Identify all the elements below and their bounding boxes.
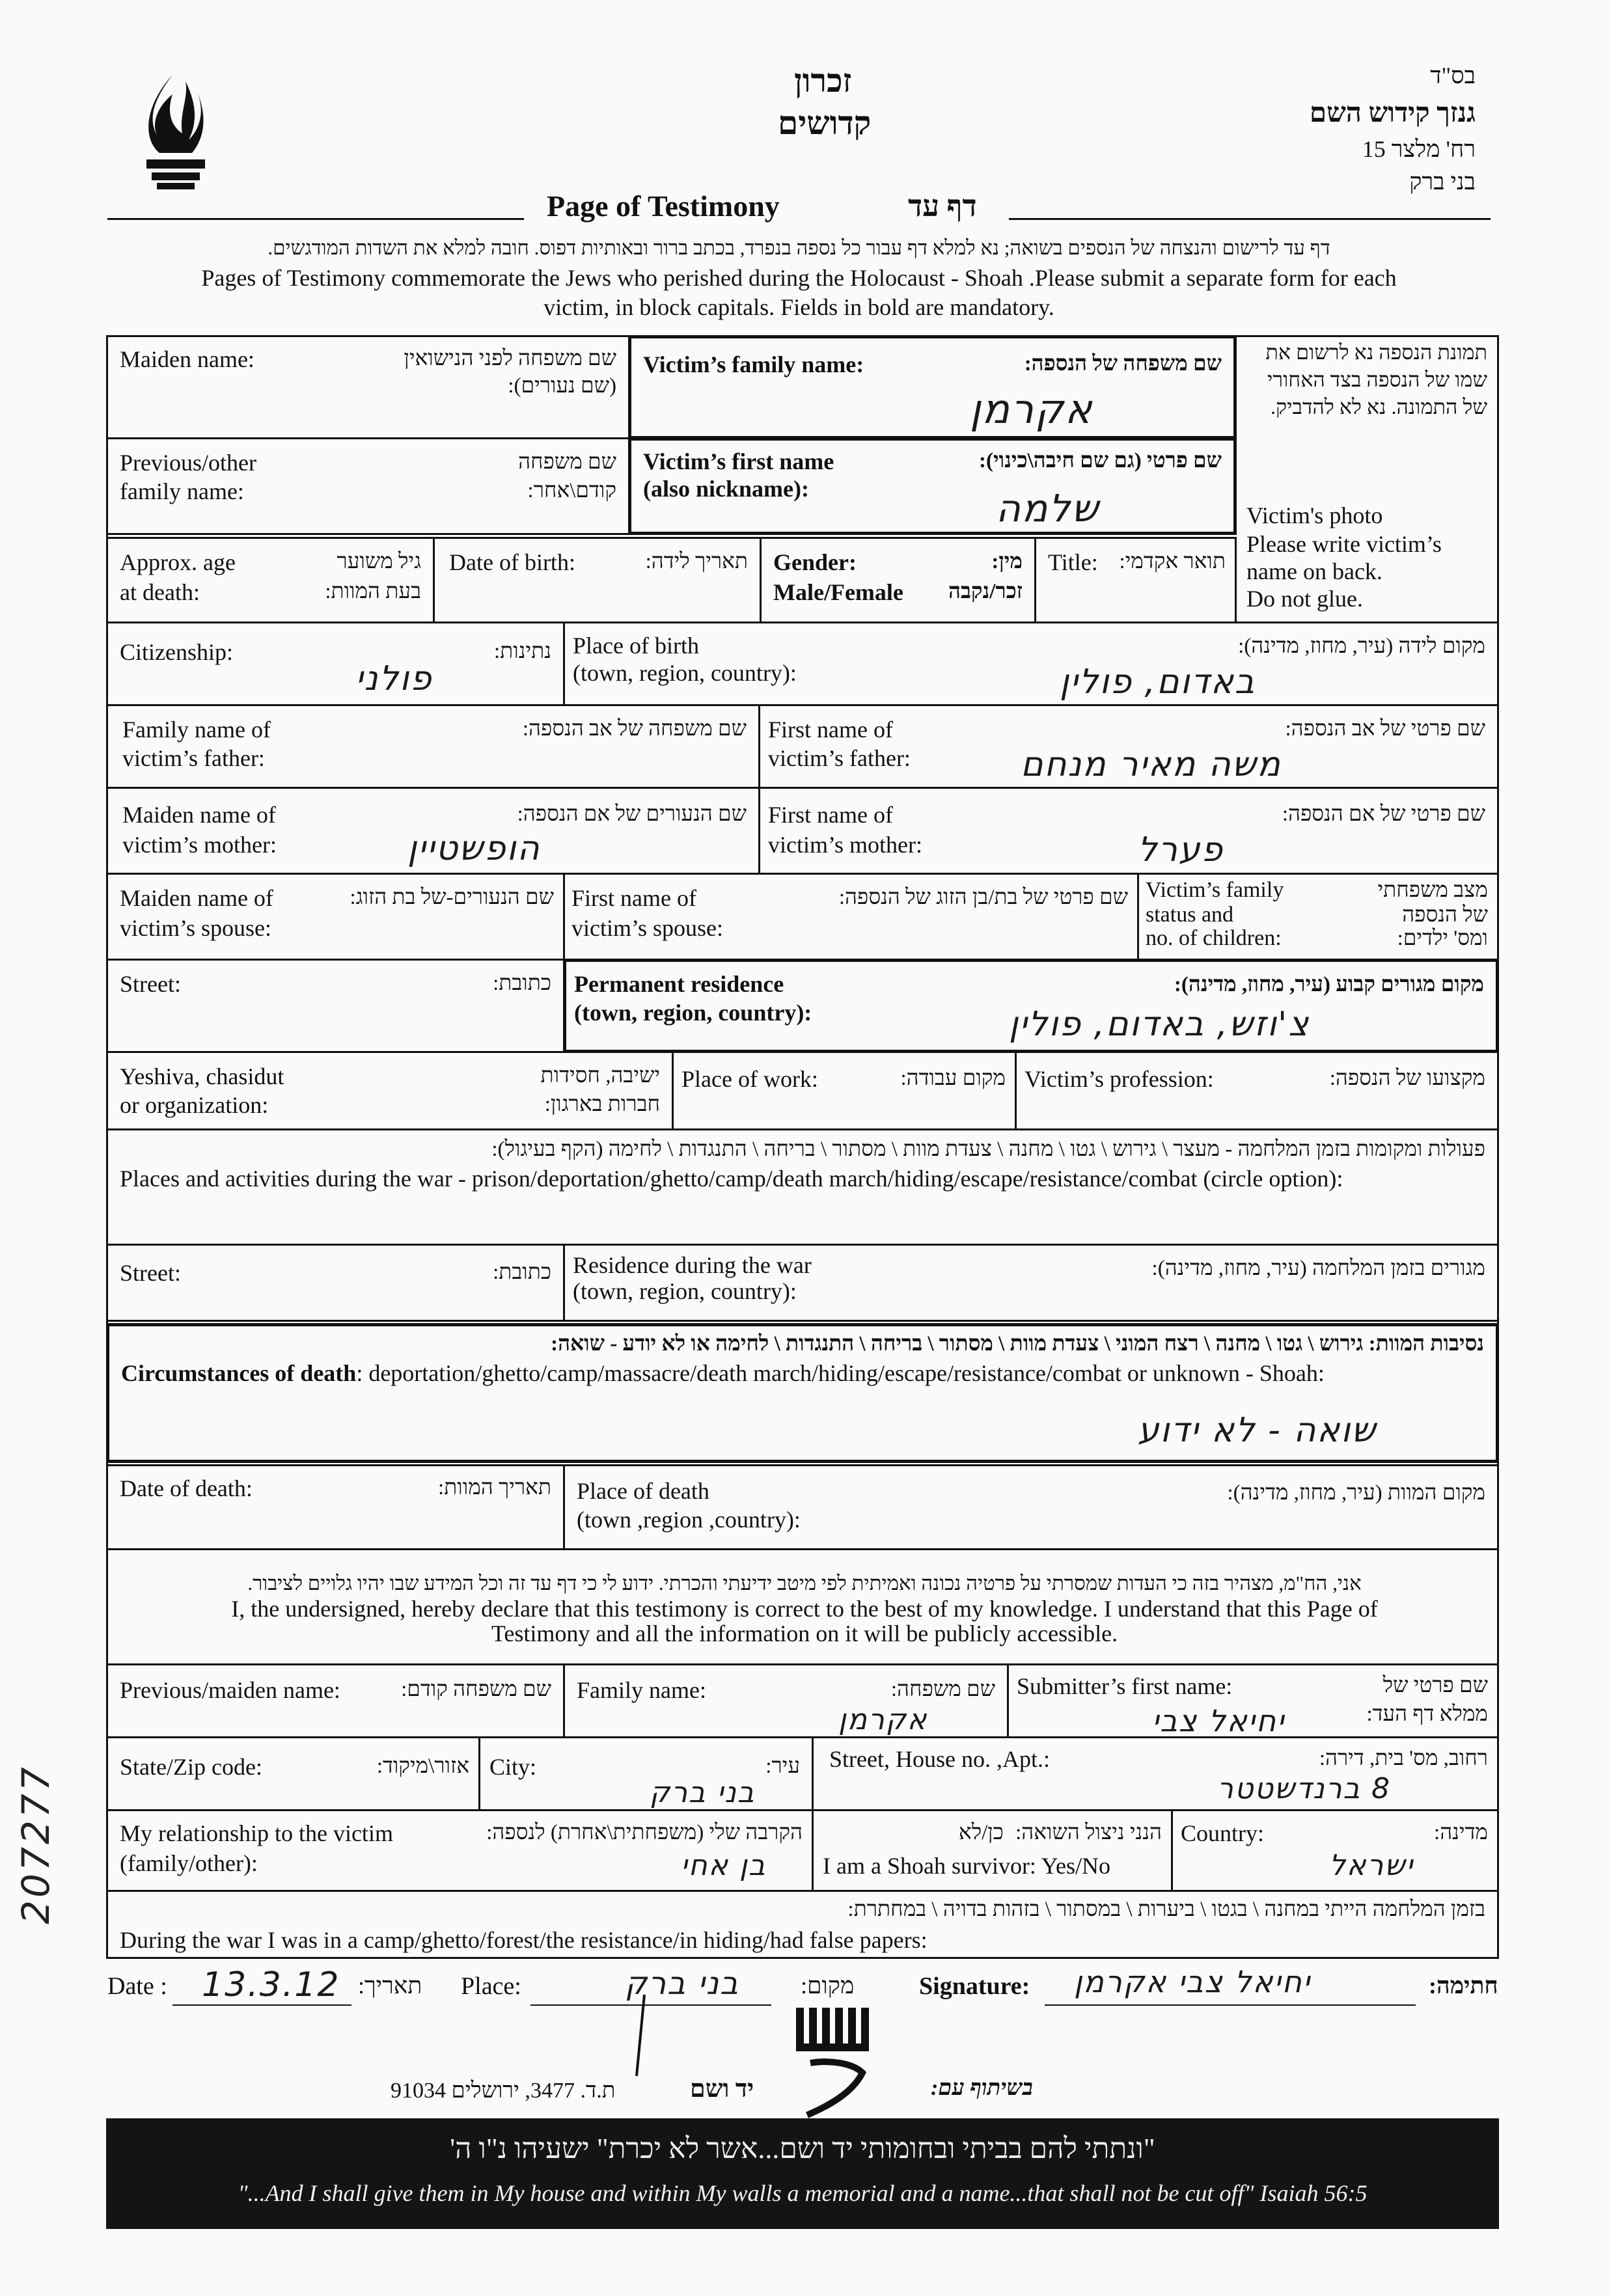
submitter-city-label: City: xyxy=(489,1754,537,1780)
submitter-first-label: Submitter’s first name: xyxy=(1017,1673,1233,1699)
yeshiva-label-1: Yeshiva, chasidut xyxy=(120,1063,284,1089)
survivor-cell[interactable] xyxy=(812,1809,1173,1892)
dob-he: תאריך לידה: xyxy=(645,550,748,573)
submitter-zip-cell[interactable] xyxy=(106,1736,480,1811)
death-place-he: מקום המוות (עיר, מחוז, מדינה): xyxy=(1227,1481,1485,1505)
submitter-prev-cell[interactable] xyxy=(106,1663,565,1738)
declaration-cell xyxy=(106,1548,1499,1665)
org-street: רח' מלצר 15 xyxy=(1362,136,1476,162)
mother-maiden-value: הופשטיין xyxy=(407,829,541,868)
first-name-cell[interactable] xyxy=(628,437,1237,535)
profession-label: Victim’s profession: xyxy=(1025,1066,1214,1092)
yeshiva-he-2: חברות בארגון: xyxy=(544,1093,660,1116)
gender-label-2: Male/Female xyxy=(773,579,903,605)
maiden-name-label: Maiden name: xyxy=(120,346,254,372)
war-street-cell[interactable] xyxy=(106,1244,565,1322)
survivor-he-text: הנני ניצול השואה: xyxy=(1015,1821,1162,1844)
submitter-war-he: בזמן המלחמה הייתי במחנה \ בגטו \ ביערות \ במסתור \ בזהות בדויה \ במחתרת: xyxy=(847,1898,1485,1921)
dob-label: Date of birth: xyxy=(449,549,575,575)
address-he: ת.ד. 3477, ירושלים 91034 xyxy=(391,2079,616,2103)
activities-en: Places and activities during the war - prison/deportation/ghetto/camp/death march/hiding/escape/resistance/combat (circle option): xyxy=(120,1166,1343,1192)
declaration-en-2: Testimony and all the information on it will be publicly accessible. xyxy=(491,1620,1118,1647)
war-residence-he: מגורים בזמן המלחמה (עיר, מחוז, מדינה): xyxy=(1151,1257,1485,1280)
citizenship-he: נתינות: xyxy=(494,640,551,663)
father-family-he: שם משפחה של אב הנספה: xyxy=(522,717,747,741)
family-status-he-2: של הנספה xyxy=(1402,903,1488,927)
dod-he: תאריך המוות: xyxy=(438,1476,551,1499)
residence-label-1: Permanent residence xyxy=(574,971,784,997)
dod-label: Date of death: xyxy=(120,1475,253,1501)
submitter-street-label: Street, House no. ,Apt.: xyxy=(829,1746,1050,1772)
spouse-maiden-he: שם הנעורים-של בת הזוג: xyxy=(350,886,554,909)
first-name-label-he: שם פרטי (גם שם חיבה\כינוי): xyxy=(979,449,1222,472)
submitter-zip-label: State/Zip code: xyxy=(120,1754,262,1780)
submitter-first-value: יחיאל צבי xyxy=(1152,1703,1286,1738)
prev-family-label-1: Previous/other xyxy=(120,450,256,476)
intro-en-2: victim, in block capitals. Fields in bold are mandatory. xyxy=(543,294,1054,320)
family-name-cell[interactable] xyxy=(628,335,1237,439)
mother-maiden-label-2: victim’s mother: xyxy=(122,832,277,858)
place-label: Place: xyxy=(461,1973,521,2000)
title-he: תואר אקדמי: xyxy=(1119,550,1226,573)
family-status-label-1: Victim’s family xyxy=(1146,878,1284,902)
spouse-first-he: שם פרטי של בת/בן הזוג של הנספה: xyxy=(838,886,1128,909)
submitter-family-cell[interactable] xyxy=(563,1663,1009,1738)
submitter-street-he: רחוב, מס' בית, דירה: xyxy=(1319,1747,1488,1770)
intro-en-1 xyxy=(107,264,1491,292)
family-status-he-3: ומס' ילדים: xyxy=(1397,927,1488,950)
yad-vashem-logo-icon xyxy=(791,2008,875,2125)
father-first-label-2: victim’s father: xyxy=(768,745,911,771)
residence-value: צ'וזש, באדום, פולין xyxy=(1009,1005,1310,1044)
intro-en-1-text: Pages of Testimony commemorate the Jews who perished during the Holocaust - Shoah .Please submit a separate form for each xyxy=(201,265,1397,291)
submitter-first-he-1: שם פרטי של xyxy=(1382,1674,1488,1697)
quote-en: "...And I shall give them in My house and within My walls a memorial and a name...that shall not be cut off" Isaiah 56:5 xyxy=(238,2180,1368,2206)
prev-family-label-2: family name: xyxy=(120,478,244,504)
org-city: בני ברק xyxy=(1409,169,1476,195)
age-he-2: בעת המוות: xyxy=(325,580,421,603)
country-value: ישראל xyxy=(1329,1849,1414,1882)
survivor-he-opt[interactable]: כן/לא xyxy=(958,1821,1004,1844)
signature-rule xyxy=(1045,2004,1416,2006)
submitter-war-cell[interactable] xyxy=(106,1890,1499,1959)
dob-cell[interactable] xyxy=(433,537,762,623)
photo-note-en-4: Do not glue. xyxy=(1246,586,1363,612)
submitter-first-cell[interactable] xyxy=(1007,1663,1499,1738)
mother-maiden-he: שם הנעורים של אם הנספה: xyxy=(517,802,747,826)
first-name-label-1: Victim’s first name xyxy=(643,448,834,474)
street-he: כתובת: xyxy=(493,972,551,995)
photo-note-en-2: Please write victim’s xyxy=(1246,531,1442,557)
spouse-maiden-label-2: victim’s spouse: xyxy=(120,915,271,941)
family-name-label-he: שם משפחה של הנספה: xyxy=(1024,352,1222,376)
circumstances-cell[interactable] xyxy=(106,1323,1499,1463)
mother-first-label-1: First name of xyxy=(768,802,893,828)
birthplace-cell[interactable] xyxy=(563,622,1499,706)
date-rule xyxy=(172,2004,351,2006)
date-value[interactable]: 13.3.12 xyxy=(202,1965,340,2004)
street-cell[interactable] xyxy=(106,959,565,1053)
birthplace-label-1: Place of birth xyxy=(573,633,699,659)
bsd-mark: בס"ד xyxy=(1430,62,1476,89)
quote-he: "ונתתי להם בביתי ובחומותי יד ושם...אשר לא יכרת" ישעיהו נ"ו ה' xyxy=(450,2133,1155,2165)
residence-he: מקום מגורים קבוע (עיר, מחוז, מדינה): xyxy=(1174,973,1484,996)
submitter-city-cell[interactable] xyxy=(478,1736,814,1811)
photo-note-he: תמונת הנספה נא לרשום את שמו של הנספה בצד האחורי של התמונה. נא לא להדביק. xyxy=(1265,340,1487,418)
mother-maiden-cell[interactable] xyxy=(106,787,760,875)
survivor-en xyxy=(823,1852,1110,1880)
age-label-1: Approx. age xyxy=(120,549,236,575)
family-name-value: אקרמן xyxy=(970,385,1093,433)
citizenship-value: פולני xyxy=(355,659,433,698)
spouse-first-label-2: victim’s spouse: xyxy=(571,915,723,941)
country-he: מדינה: xyxy=(1434,1821,1488,1844)
father-first-value: משה מאיר מנחם xyxy=(1021,745,1282,784)
gender-he-1: מין: xyxy=(991,550,1023,573)
submitter-family-he: שם משפחה: xyxy=(890,1678,995,1701)
circumstances-en-bold: Circumstances of death xyxy=(121,1360,357,1386)
residence-label-2: (town, region, country): xyxy=(574,1000,812,1026)
submitter-zip-he: אזור\מיקוד: xyxy=(376,1755,469,1778)
war-residence-label-1: Residence during the war xyxy=(573,1252,812,1278)
country-cell[interactable] xyxy=(1171,1809,1499,1892)
birthplace-he: מקום לידה (עיר, מחוז, מדינה): xyxy=(1238,635,1485,658)
war-residence-label-2: (town, region, country): xyxy=(573,1278,797,1304)
yeshiva-he-1: ישיבה, חסידות xyxy=(540,1064,660,1087)
mother-first-label-2: victim’s mother: xyxy=(768,832,922,858)
submitter-city-he: עיר: xyxy=(765,1755,800,1778)
mother-first-cell[interactable] xyxy=(758,787,1499,875)
war-residence-cell[interactable] xyxy=(563,1244,1499,1322)
survivor-en-text: I am a Shoah survivor: xyxy=(823,1853,1036,1879)
family-name-label: Victim’s family name: xyxy=(643,351,864,377)
submitter-war-en: During the war I was in a camp/ghetto/forest/the resistance/in hiding/had false papers: xyxy=(120,1927,928,1953)
place-he: מקום: xyxy=(801,1973,855,1999)
citizenship-cell[interactable] xyxy=(106,622,565,706)
submitter-family-value: אקרמן xyxy=(838,1703,928,1736)
spouse-first-cell[interactable] xyxy=(563,873,1139,961)
intro-he: דף עד לרישום והנצחה של הנספים בשואה; נא למלא דף עבור כל נספה בנפרד, בכתב ברור ובאותיות דפוס. חובה למלא את השדות המודגשים. xyxy=(268,236,1330,259)
partner-he: בשיתוף עם: xyxy=(931,2076,1033,2100)
title-he-1: זכרון xyxy=(794,62,852,99)
father-first-he: שם פרטי של אב הנספה: xyxy=(1285,717,1485,741)
survivor-en-opt[interactable]: Yes/No xyxy=(1041,1853,1110,1879)
submitter-first-he-2: ממלא דף העד: xyxy=(1366,1702,1488,1726)
activities-cell[interactable] xyxy=(106,1128,1499,1246)
circumstances-he: נסיבות המוות: גירוש \ גטו \ מחנה \ רצח המוני \ צעדת מוות \ מסתור \ בריחה \ התנגדות \ לחימה או לא יודע - שואה: xyxy=(551,1332,1484,1356)
country-label: Country: xyxy=(1181,1820,1265,1846)
war-street-he: כתובת: xyxy=(493,1261,551,1284)
gender-he-2: זכר/נקבה xyxy=(948,580,1023,603)
birthplace-value: באדום, פולין xyxy=(1060,663,1256,702)
title-cell[interactable] xyxy=(1034,537,1237,623)
relation-label-1: My relationship to the victim xyxy=(120,1820,393,1846)
yad-vashem-he: יד ושם xyxy=(690,2075,754,2103)
survivor-he xyxy=(959,1819,1162,1846)
maiden-name-cell[interactable] xyxy=(106,335,630,439)
quote-banner xyxy=(106,2118,1499,2229)
submitter-street-cell[interactable] xyxy=(812,1736,1499,1811)
relation-he: הקרבה שלי (משפחתית\אחרת) לנספה: xyxy=(486,1821,803,1844)
age-cell[interactable] xyxy=(106,537,435,623)
photo-note-en-3: name on back. xyxy=(1246,558,1382,584)
work-label: Place of work: xyxy=(681,1066,818,1092)
submitter-street-value: 8 ברנדשטטר xyxy=(1217,1772,1391,1805)
yeshiva-label-2: or organization: xyxy=(120,1092,269,1118)
relation-cell[interactable] xyxy=(106,1809,814,1892)
date-label: Date : xyxy=(107,1973,167,2000)
work-cell[interactable] xyxy=(672,1051,1017,1130)
page-title-he: דף עד xyxy=(908,189,977,223)
work-he: מקום עבודה: xyxy=(900,1067,1006,1090)
prev-family-he-1: שם משפחה xyxy=(518,450,616,474)
activities-he: פעולות ומקומות בזמן המלחמה - מעצר \ גירוש \ גטו \ מחנה \ צעדת מוות \ מסתור \ בריחה \ התנגדות \ לחימה (הקף בעיגול): xyxy=(491,1138,1485,1161)
spouse-maiden-cell[interactable] xyxy=(106,873,565,961)
family-status-he-1: מצב משפחתי xyxy=(1377,879,1488,902)
first-name-value: שלמה xyxy=(996,486,1100,530)
declaration-he: אני, הח"מ, מצהיר בזה כי העדות שמסרתי על פרטיה נכונה ואמיתית לפי מיטב ידיעתי והכרתי. ידוע לי כי דף עד זה וכל המידע שבו יהיו גלויים לציבור. xyxy=(247,1572,1362,1594)
war-street-label: Street: xyxy=(120,1260,181,1286)
signature-he: חתימה: xyxy=(1429,1973,1498,1999)
father-first-cell[interactable] xyxy=(758,704,1499,789)
death-place-label-2: (town ,region ,country): xyxy=(577,1507,801,1533)
submitter-family-label: Family name: xyxy=(577,1677,706,1703)
submitter-city-value: בני ברק xyxy=(650,1776,756,1809)
title-label: Title: xyxy=(1048,549,1098,575)
circumstances-en-rest: : deportation/ghetto/camp/massacre/death march/hiding/escape/resistance/combat or unknown - Shoah: xyxy=(356,1360,1325,1386)
declaration-en-1: I, the undersigned, hereby declare that this testimony is correct to the best of my knowledge. I understand that this Page of xyxy=(231,1596,1378,1622)
mother-maiden-label-1: Maiden name of xyxy=(122,802,276,828)
date-he: תאריך: xyxy=(358,1973,422,1999)
prev-family-he-2: קודם\אחר: xyxy=(527,479,616,502)
org-name: גנזך קידוש השם xyxy=(1309,98,1476,128)
death-place-cell[interactable] xyxy=(563,1464,1499,1550)
gender-cell[interactable] xyxy=(760,537,1036,623)
yeshiva-cell[interactable] xyxy=(106,1051,674,1130)
mother-first-value: פערל xyxy=(1138,830,1224,869)
maiden-name-label-he: שם משפחה לפני הנישואין (שם נעורים): xyxy=(404,347,616,398)
submitter-prev-label: Previous/maiden name: xyxy=(120,1677,340,1703)
father-first-label-1: First name of xyxy=(768,717,893,743)
age-he-1: גיל משוער xyxy=(337,550,421,573)
father-family-cell[interactable] xyxy=(106,704,760,789)
death-place-label-1: Place of death xyxy=(577,1478,709,1504)
place-value[interactable]: בני ברק xyxy=(625,1965,739,2002)
margin-number: 207277 xyxy=(14,1764,58,1924)
birthplace-label-2: (town, region, country): xyxy=(573,660,797,686)
title-he-2: קדושים xyxy=(778,105,872,141)
title-rule-right xyxy=(1009,218,1491,220)
residence-cell[interactable] xyxy=(563,959,1499,1053)
gender-label-1: Gender: xyxy=(773,549,857,575)
signature-label: Signature: xyxy=(919,1973,1030,2000)
profession-he: מקצועו של הנספה: xyxy=(1329,1067,1485,1090)
relation-label-2: (family/other): xyxy=(120,1850,258,1876)
circumstances-en xyxy=(121,1359,1325,1387)
signature-value[interactable]: יחיאל צבי אקרמן xyxy=(1074,1964,1312,1999)
logo-flame-icon xyxy=(133,68,218,198)
first-name-label-2: (also nickname): xyxy=(643,476,809,502)
dod-cell[interactable] xyxy=(106,1464,565,1550)
submitter-prev-he: שם משפחה קודם: xyxy=(401,1678,551,1701)
title-rule-left xyxy=(107,218,524,220)
prev-family-cell[interactable] xyxy=(106,437,630,535)
spouse-maiden-label-1: Maiden name of xyxy=(120,885,273,911)
street-label: Street: xyxy=(120,971,181,997)
page-title-en: Page of Testimony xyxy=(547,189,780,223)
profession-cell[interactable] xyxy=(1015,1051,1499,1130)
father-family-label-2: victim’s father: xyxy=(122,745,265,771)
spouse-first-label-1: First name of xyxy=(571,885,696,911)
citizenship-label: Citizenship: xyxy=(120,639,233,665)
family-status-label-3: no. of children: xyxy=(1146,926,1282,950)
photo-note-en-1: Victim's photo xyxy=(1246,502,1383,528)
family-status-label-2: status and xyxy=(1146,903,1234,927)
relation-value: בן אחי xyxy=(681,1849,767,1882)
mother-first-he: שם פרטי של אם הנספה: xyxy=(1282,802,1485,826)
circumstances-value: שואה - לא ידוע xyxy=(1138,1411,1377,1450)
age-label-2: at death: xyxy=(120,579,200,605)
father-family-label-1: Family name of xyxy=(122,717,271,743)
family-status-cell[interactable] xyxy=(1137,873,1499,961)
